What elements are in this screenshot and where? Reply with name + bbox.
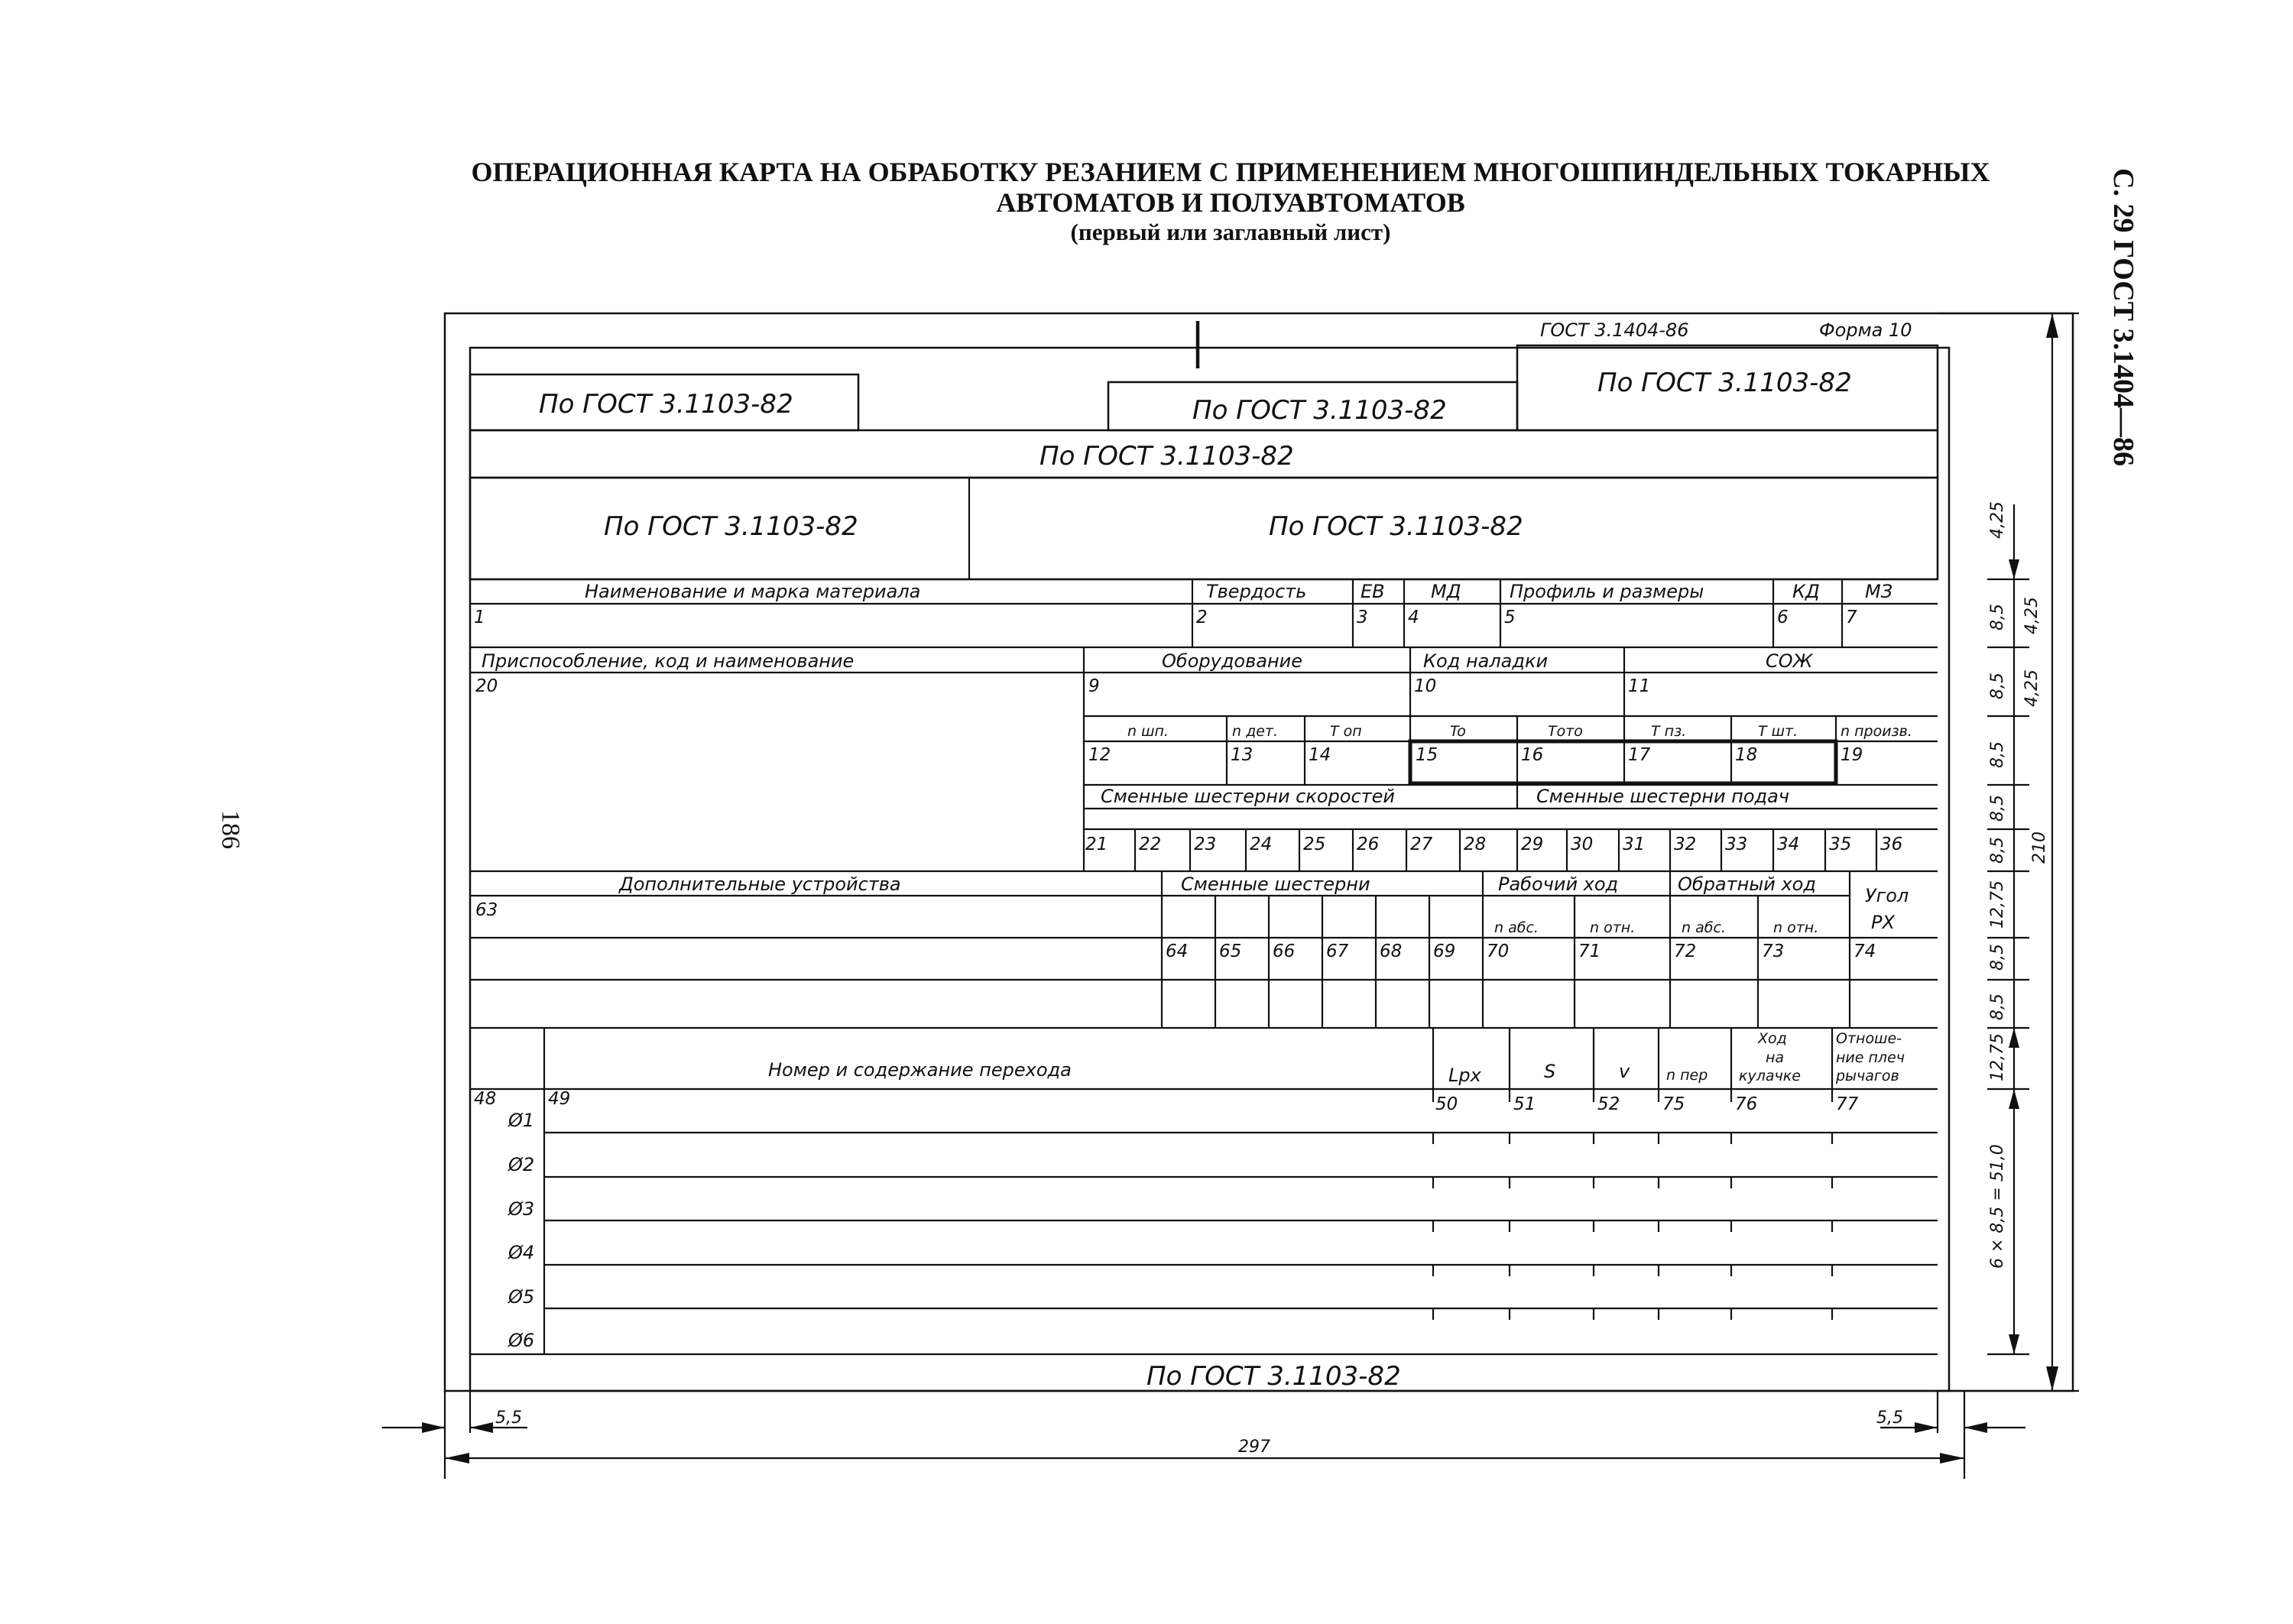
cell-77: 77 xyxy=(1836,1094,1859,1114)
width-dimensions xyxy=(382,1391,2025,1479)
cell-18: 18 xyxy=(1735,745,1758,765)
label-cam-line3: кулачке xyxy=(1739,1068,1801,1084)
cell-13: 13 xyxy=(1231,745,1254,765)
spindle-label: Ø2 xyxy=(508,1154,535,1175)
cell-3: 3 xyxy=(1357,608,1368,627)
dim-8-5: 8,5 xyxy=(1988,994,2007,1020)
cell-74: 74 xyxy=(1854,942,1876,961)
side-header: С. 29 ГОСТ 3.1404—86 xyxy=(2107,168,2139,466)
dim-8-5: 8,5 xyxy=(1988,944,2007,971)
form-label: Форма 10 xyxy=(1819,319,1912,341)
cell-70: 70 xyxy=(1487,942,1510,961)
cell-14: 14 xyxy=(1309,745,1331,765)
cell-76: 76 xyxy=(1735,1094,1758,1114)
spindle-label: Ø5 xyxy=(508,1286,535,1308)
cell-15: 15 xyxy=(1416,745,1438,765)
page-number: 186 xyxy=(216,810,245,849)
dim-4-25: 4,25 xyxy=(2022,669,2042,707)
label-extra-devices: Дополнительные устройства xyxy=(619,874,901,895)
part-right-ref: По ГОСТ 3.1103-82 xyxy=(1269,511,1523,542)
label-equipment: Оборудование xyxy=(1162,650,1302,672)
time-highlight-box xyxy=(1410,741,1836,783)
label-t-op: T оп xyxy=(1330,723,1362,740)
label-ratio-line2: ние плеч xyxy=(1836,1049,1905,1066)
dim-4-25: 4,25 xyxy=(1988,501,2007,539)
dim-8-5: 8,5 xyxy=(1988,673,2007,699)
label-n-otn-return: n отн. xyxy=(1773,919,1819,936)
label-work-stroke: Рабочий ход xyxy=(1498,874,1619,895)
cell-33: 33 xyxy=(1725,835,1748,854)
cell-1: 1 xyxy=(474,608,485,627)
label-kd: КД xyxy=(1792,581,1820,602)
gost-ref: ГОСТ 3.1404-86 xyxy=(1540,319,1689,341)
cell-27: 27 xyxy=(1410,835,1433,854)
cell-67: 67 xyxy=(1326,942,1349,961)
label-fixture: Приспособление, код и наименование xyxy=(482,650,855,672)
header-right-ref: По ГОСТ 3.1103-82 xyxy=(1597,368,1852,398)
cell-34: 34 xyxy=(1777,835,1800,854)
label-setup-code: Код наладки xyxy=(1423,650,1549,672)
arrow-head xyxy=(470,1422,493,1433)
footer-ref: По ГОСТ 3.1103-82 xyxy=(1146,1361,1401,1392)
arrow-head xyxy=(1940,1453,1964,1464)
cell-64: 64 xyxy=(1166,942,1189,961)
label-n-per: n пер xyxy=(1666,1067,1708,1084)
cell-21: 21 xyxy=(1085,835,1108,854)
dim-8-5: 8,5 xyxy=(1988,795,2007,822)
dim-210: 210 xyxy=(2030,831,2049,864)
cell-12: 12 xyxy=(1088,745,1111,765)
cell-20: 20 xyxy=(475,676,498,696)
dim-4-25: 4,25 xyxy=(2022,597,2042,634)
arrow-head xyxy=(2009,1334,2019,1354)
cell-65: 65 xyxy=(1219,942,1242,961)
cell-73: 73 xyxy=(1762,942,1785,961)
label-lrx: Lрх xyxy=(1448,1065,1481,1086)
cell-4: 4 xyxy=(1408,608,1419,627)
label-cam-line2: на xyxy=(1766,1049,1785,1066)
label-n-abs-return: n абс. xyxy=(1682,919,1726,936)
arrow-head xyxy=(2046,313,2058,338)
label-ratio-line1: Отноше- xyxy=(1836,1030,1902,1047)
dim-297: 297 xyxy=(1238,1438,1270,1457)
cell-72: 72 xyxy=(1674,942,1697,961)
label-ev: ЕВ xyxy=(1361,581,1385,602)
arrow-head xyxy=(2046,1366,2058,1391)
cell-9: 9 xyxy=(1088,676,1100,696)
label-s: S xyxy=(1544,1061,1556,1082)
cell-19: 19 xyxy=(1841,745,1863,765)
arrow-head xyxy=(445,1453,469,1464)
label-n-otn-work: n отн. xyxy=(1590,919,1636,936)
label-step: Номер и содержание перехода xyxy=(768,1059,1072,1081)
height-dimensions xyxy=(1938,313,2079,1391)
dim-12-75: 12,75 xyxy=(1988,1033,2007,1081)
cell-22: 22 xyxy=(1139,835,1162,854)
cell-28: 28 xyxy=(1464,835,1487,854)
cell-75: 75 xyxy=(1662,1094,1685,1114)
cell-36: 36 xyxy=(1880,835,1903,854)
label-angle-line1: Угол xyxy=(1865,885,1909,906)
arrow-head xyxy=(422,1422,445,1433)
cell-10: 10 xyxy=(1414,676,1437,696)
cell-17: 17 xyxy=(1628,745,1651,765)
label-coolant: СОЖ xyxy=(1766,650,1813,672)
spindle-label: Ø1 xyxy=(508,1110,535,1131)
arrow-head xyxy=(1964,1422,1987,1433)
label-n-shp: n шп. xyxy=(1127,723,1169,740)
label-n-abs-work: n абс. xyxy=(1494,919,1539,936)
arrow-head xyxy=(1915,1422,1938,1433)
cell-63: 63 xyxy=(475,900,498,920)
label-cam-line1: Ход xyxy=(1758,1030,1787,1047)
label-t-sht: Т шт. xyxy=(1758,723,1798,740)
cell-24: 24 xyxy=(1250,835,1273,854)
part-left-ref: По ГОСТ 3.1103-82 xyxy=(604,511,858,542)
label-ratio-line3: рычагов xyxy=(1836,1068,1899,1084)
label-t-pz: Т пз. xyxy=(1651,723,1687,740)
label-angle-line2: РХ xyxy=(1871,912,1895,933)
header-center-ref: По ГОСТ 3.1103-82 xyxy=(1192,395,1447,426)
cell-31: 31 xyxy=(1623,835,1646,854)
cell-2: 2 xyxy=(1196,608,1208,627)
label-speed-gears: Сменные шестерни скоростей xyxy=(1101,786,1396,807)
label-return-stroke: Обратный ход xyxy=(1678,874,1816,895)
label-feed-gears: Сменные шестерни подач xyxy=(1536,786,1790,807)
spindle-label: Ø4 xyxy=(508,1242,535,1263)
column-tick-marks xyxy=(1433,1089,1832,1320)
cell-32: 32 xyxy=(1674,835,1697,854)
dim-12-75: 12,75 xyxy=(1988,880,2007,929)
cell-7: 7 xyxy=(1846,608,1857,627)
document-title-line2: АВТОМАТОВ И ПОЛУАВТОМАТОВ xyxy=(996,187,1465,218)
document-title-line1: ОПЕРАЦИОННАЯ КАРТА НА ОБРАБОТКУ РЕЗАНИЕМ С ПРИМЕНЕНИЕМ МНОГОШПИНДЕЛЬНЫХ ТОКАРНЫХ xyxy=(471,157,1990,187)
label-hardness: Твердость xyxy=(1206,581,1307,602)
label-profile: Профиль и размеры xyxy=(1510,581,1704,602)
cell-71: 71 xyxy=(1578,942,1601,961)
label-v: v xyxy=(1619,1061,1630,1082)
cell-68: 68 xyxy=(1380,942,1403,961)
arrow-head xyxy=(2009,559,2019,579)
dim-8-5: 8,5 xyxy=(1988,604,2007,630)
label-mz: МЗ xyxy=(1865,581,1893,602)
dim-right-margin: 5,5 xyxy=(1876,1408,1903,1428)
arrow-head xyxy=(2009,1089,2019,1109)
cell-50: 50 xyxy=(1435,1094,1458,1114)
cell-48: 48 xyxy=(474,1089,497,1109)
dim-6x8-5: 6 × 8,5 = 51,0 xyxy=(1988,1144,2007,1269)
cell-66: 66 xyxy=(1273,942,1296,961)
cell-51: 51 xyxy=(1513,1094,1536,1114)
cell-29: 29 xyxy=(1521,835,1544,854)
cell-5: 5 xyxy=(1504,608,1516,627)
cell-11: 11 xyxy=(1628,676,1651,696)
label-n-proizv: n произв. xyxy=(1841,723,1912,740)
cell-35: 35 xyxy=(1829,835,1852,854)
label-material: Наименование и марка материала xyxy=(585,581,921,602)
document-subtitle: (первый или заглавный лист) xyxy=(1070,219,1391,245)
arrow-head xyxy=(2009,1028,2019,1048)
cell-6: 6 xyxy=(1777,608,1789,627)
cell-25: 25 xyxy=(1303,835,1326,854)
cell-16: 16 xyxy=(1521,745,1544,765)
dim-8-5: 8,5 xyxy=(1988,837,2007,864)
dim-left-margin: 5,5 xyxy=(495,1408,522,1428)
spindle-label: Ø3 xyxy=(508,1198,535,1220)
cell-26: 26 xyxy=(1357,835,1380,854)
label-t-oto: Тото xyxy=(1548,723,1583,740)
cell-69: 69 xyxy=(1433,942,1456,961)
cell-30: 30 xyxy=(1571,835,1594,854)
label-t-o: To xyxy=(1450,723,1466,740)
spindle-label: Ø6 xyxy=(508,1330,535,1351)
cell-52: 52 xyxy=(1597,1094,1620,1114)
cell-23: 23 xyxy=(1194,835,1217,854)
cell-49: 49 xyxy=(548,1089,571,1109)
label-change-gears: Сменные шестерни xyxy=(1181,874,1370,895)
label-n-det: n дет. xyxy=(1232,723,1279,740)
header-left-ref: По ГОСТ 3.1103-82 xyxy=(539,389,793,420)
label-md: МД xyxy=(1431,581,1461,602)
document-name-ref: По ГОСТ 3.1103-82 xyxy=(1039,441,1294,472)
inner-frame xyxy=(470,348,1949,1391)
dim-8-5: 8,5 xyxy=(1988,741,2007,768)
